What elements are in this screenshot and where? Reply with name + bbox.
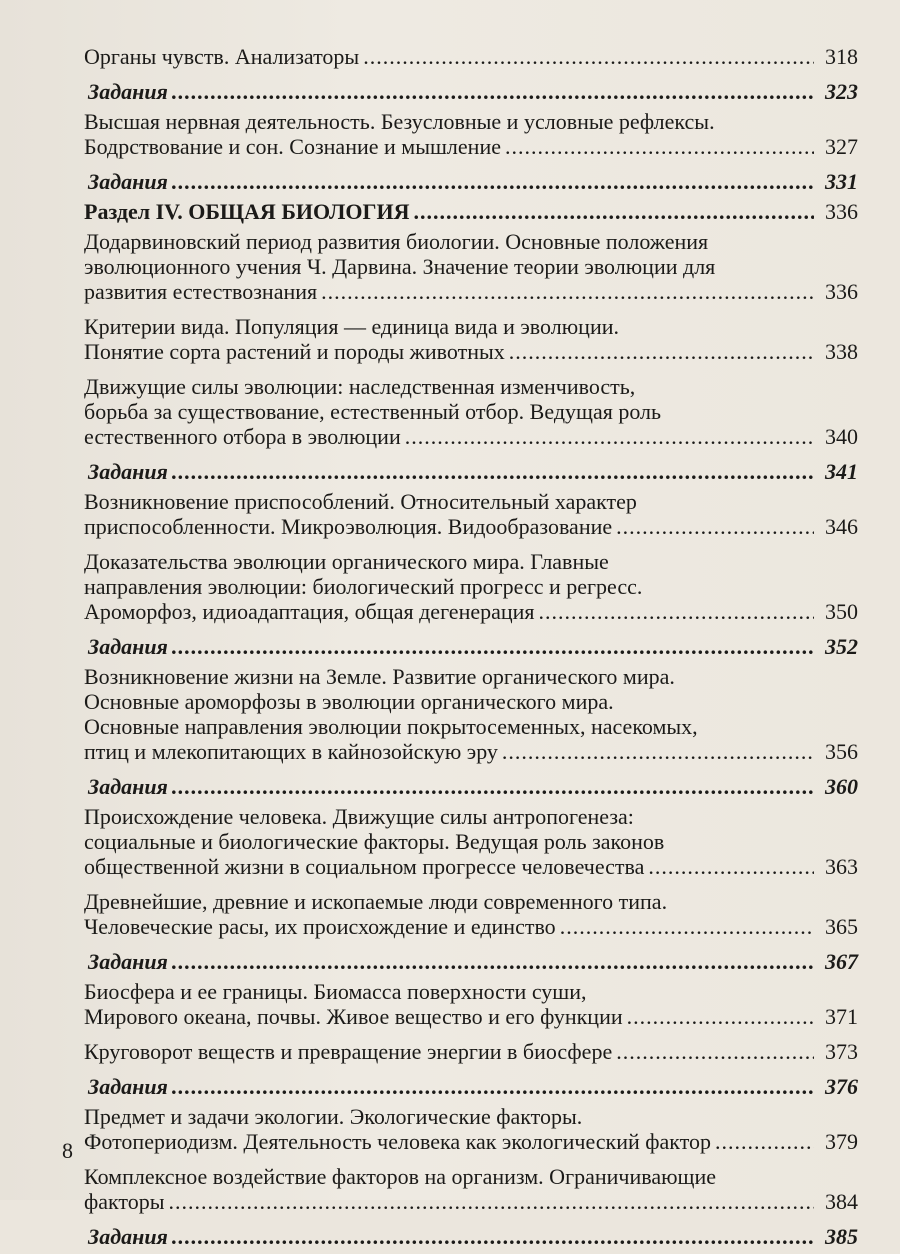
- dot-leader: [616, 514, 814, 539]
- toc-line-text: Бодрствование и сон. Сознание и мышление: [84, 134, 501, 159]
- toc-line: [84, 634, 858, 659]
- toc-entry-zadaniya: [84, 459, 858, 484]
- toc-line: [84, 1129, 858, 1154]
- dot-leader: [321, 279, 814, 304]
- toc-line: [84, 979, 858, 1004]
- table-of-contents: [84, 44, 858, 1254]
- toc-line-text: Задания: [88, 1224, 168, 1249]
- toc-page-number: 352: [825, 634, 858, 659]
- toc-line-text: Понятие сорта растений и породы животных: [84, 339, 505, 364]
- toc-line: [84, 169, 858, 194]
- toc-line-text: развития естествознания: [84, 279, 318, 304]
- toc-entry-zadaniya: [84, 949, 858, 974]
- toc-line: [84, 889, 858, 914]
- toc-page-number: 318: [825, 44, 858, 69]
- toc-entry: [84, 314, 858, 364]
- toc-line: [84, 79, 858, 104]
- toc-line: [84, 914, 858, 939]
- toc-entry-zadaniya: [84, 634, 858, 659]
- toc-line: [84, 1039, 858, 1064]
- toc-line: [84, 109, 858, 134]
- toc-page-number: 376: [825, 1074, 858, 1099]
- dot-leader: [172, 169, 814, 194]
- dot-leader: [172, 1074, 814, 1099]
- toc-entry: [84, 549, 858, 624]
- toc-entry: [84, 374, 858, 449]
- toc-line-text: Критерии вида. Популяция — единица вида и эволюции.: [84, 314, 619, 339]
- toc-page-number: 384: [825, 1189, 858, 1214]
- toc-line-text: Круговорот веществ и превращение энергии в биосфере: [84, 1039, 613, 1064]
- toc-line-text: Возникновение приспособлений. Относительный характер: [84, 489, 637, 514]
- toc-line-text: Задания: [88, 79, 168, 104]
- toc-entry: [84, 109, 858, 159]
- toc-line-text: Основные направления эволюции покрытосеменных, насекомых,: [84, 714, 698, 739]
- toc-line-text: приспособленности. Микроэволюция. Видообразование: [84, 514, 613, 539]
- toc-entry: [84, 804, 858, 879]
- toc-line: [84, 774, 858, 799]
- toc-line-text: Предмет и задачи экологии. Экологические факторы.: [84, 1104, 583, 1129]
- toc-line: [84, 489, 858, 514]
- dot-leader: [414, 199, 815, 224]
- dot-leader: [627, 1004, 814, 1029]
- toc-line: [84, 714, 858, 739]
- toc-entry: [84, 889, 858, 939]
- dot-leader: [172, 774, 814, 799]
- toc-line-text: Задания: [88, 774, 168, 799]
- toc-line: [84, 1074, 858, 1099]
- toc-entry-zadaniya: [84, 169, 858, 194]
- toc-line-text: Движущие силы эволюции: наследственная изменчивость,: [84, 374, 636, 399]
- toc-page-number: 346: [825, 514, 858, 539]
- toc-line-text: Задания: [88, 169, 168, 194]
- toc-entry: [84, 229, 858, 304]
- toc-line: [84, 229, 858, 254]
- dot-leader: [616, 1039, 814, 1064]
- toc-page-number: 350: [825, 599, 858, 624]
- toc-page-number: 341: [825, 459, 858, 484]
- page-number: 8: [62, 1138, 73, 1163]
- toc-page-number: 336: [825, 199, 858, 224]
- toc-line-text: Задания: [88, 949, 168, 974]
- toc-line-text: направления эволюции: биологический прогресс и регресс.: [84, 574, 643, 599]
- toc-page-number: 323: [825, 79, 858, 104]
- toc-page-number: 379: [825, 1129, 858, 1154]
- toc-line-text: Высшая нервная деятельность. Безусловные и условные рефлексы.: [84, 109, 715, 134]
- toc-line: [84, 199, 858, 224]
- toc-entry: [84, 44, 858, 69]
- toc-line: [84, 254, 858, 279]
- toc-line: [84, 399, 858, 424]
- toc-line-text: Додарвиновский период развития биологии. Основные положения: [84, 229, 709, 254]
- dot-leader: [560, 914, 814, 939]
- toc-line: [84, 1104, 858, 1129]
- toc-page-number: 371: [825, 1004, 858, 1029]
- toc-entry: [84, 489, 858, 539]
- toc-entry: [84, 1164, 858, 1214]
- toc-line-text: Возникновение жизни на Земле. Развитие органического мира.: [84, 664, 675, 689]
- toc-line-text: Мирового океана, почвы. Живое вещество и его функции: [84, 1004, 623, 1029]
- toc-line-text: естественного отбора в эволюции: [84, 424, 401, 449]
- toc-line: [84, 134, 858, 159]
- toc-page-number: 360: [825, 774, 858, 799]
- toc-line-text: птиц и млекопитающих в кайнозойскую эру: [84, 739, 498, 764]
- dot-leader: [172, 949, 814, 974]
- dot-leader: [505, 134, 814, 159]
- toc-page-number: 367: [825, 949, 858, 974]
- dot-leader: [172, 634, 814, 659]
- toc-line: [84, 1164, 858, 1189]
- toc-line: [84, 314, 858, 339]
- toc-entry: [84, 1039, 858, 1064]
- dot-leader: [172, 79, 814, 104]
- toc-line-text: факторы: [84, 1189, 165, 1214]
- toc-line: [84, 339, 858, 364]
- toc-entry-zadaniya: [84, 79, 858, 104]
- toc-line: [84, 1224, 858, 1249]
- toc-line: [84, 664, 858, 689]
- toc-page-number: 363: [825, 854, 858, 879]
- toc-line: [84, 1004, 858, 1029]
- toc-line-text: Задания: [88, 634, 168, 659]
- toc-line-text: Ароморфоз, идиоадаптация, общая дегенерация: [84, 599, 535, 624]
- toc-line-text: Задания: [88, 1074, 168, 1099]
- toc-entry-zadaniya: [84, 774, 858, 799]
- toc-line-text: эволюционного учения Ч. Дарвина. Значение теории эволюции для: [84, 254, 716, 279]
- toc-line-text: Комплексное воздействие факторов на организм. Ограничивающие: [84, 1164, 717, 1189]
- dot-leader: [715, 1129, 814, 1154]
- toc-line: [84, 804, 858, 829]
- toc-line-text: Доказательства эволюции органического мира. Главные: [84, 549, 609, 574]
- toc-entry: [84, 664, 858, 764]
- dot-leader: [648, 854, 814, 879]
- toc-line: [84, 44, 858, 69]
- dot-leader: [172, 459, 814, 484]
- toc-entry-zadaniya: [84, 1224, 858, 1249]
- dot-leader: [502, 739, 814, 764]
- toc-page-number: 356: [825, 739, 858, 764]
- toc-page-number: 365: [825, 914, 858, 939]
- toc-section-heading: [84, 199, 858, 224]
- toc-line-text: Человеческие расы, их происхождение и единство: [84, 914, 556, 939]
- toc-page-number: 385: [825, 1224, 858, 1249]
- toc-page-number: 336: [825, 279, 858, 304]
- toc-line: [84, 459, 858, 484]
- toc-line: [84, 949, 858, 974]
- dot-leader: [405, 424, 814, 449]
- toc-page-number: 373: [825, 1039, 858, 1064]
- toc-line-text: борьба за существование, естественный отбор. Ведущая роль: [84, 399, 662, 424]
- dot-leader: [172, 1224, 814, 1249]
- toc-page-number: 338: [825, 339, 858, 364]
- toc-line: [84, 424, 858, 449]
- dot-leader: [363, 44, 814, 69]
- dot-leader: [539, 599, 814, 624]
- toc-line: [84, 279, 858, 304]
- toc-line-text: Происхождение человека. Движущие силы антропогенеза:: [84, 804, 634, 829]
- dot-leader: [169, 1189, 814, 1214]
- toc-line-text: Органы чувств. Анализаторы: [84, 44, 360, 69]
- toc-line: [84, 514, 858, 539]
- toc-entry-zadaniya: [84, 1074, 858, 1099]
- toc-line: [84, 374, 858, 399]
- toc-page-number: 331: [825, 169, 858, 194]
- toc-entry: [84, 979, 858, 1029]
- toc-line: [84, 854, 858, 879]
- toc-line: [84, 549, 858, 574]
- toc-line: [84, 739, 858, 764]
- toc-line: [84, 574, 858, 599]
- dot-leader: [509, 339, 814, 364]
- toc-line: [84, 829, 858, 854]
- toc-line-text: общественной жизни в социальном прогрессе человечества: [84, 854, 645, 879]
- toc-entry: [84, 1104, 858, 1154]
- toc-line-text: социальные и биологические факторы. Ведущая роль законов: [84, 829, 665, 854]
- toc-line: [84, 689, 858, 714]
- toc-page-number: 340: [825, 424, 858, 449]
- toc-line-text: Биосфера и ее границы. Биомасса поверхности суши,: [84, 979, 587, 1004]
- toc-line: [84, 1189, 858, 1214]
- toc-line-text: Древнейшие, древние и ископаемые люди современного типа.: [84, 889, 668, 914]
- toc-line-text: Фотопериодизм. Деятельность человека как экологический фактор: [84, 1129, 712, 1154]
- toc-page-number: 327: [825, 134, 858, 159]
- toc-line-text: Основные ароморфозы в эволюции органического мира.: [84, 689, 614, 714]
- toc-line-text: Раздел IV. ОБЩАЯ БИОЛОГИЯ: [84, 199, 410, 224]
- toc-line: [84, 599, 858, 624]
- toc-line-text: Задания: [88, 459, 168, 484]
